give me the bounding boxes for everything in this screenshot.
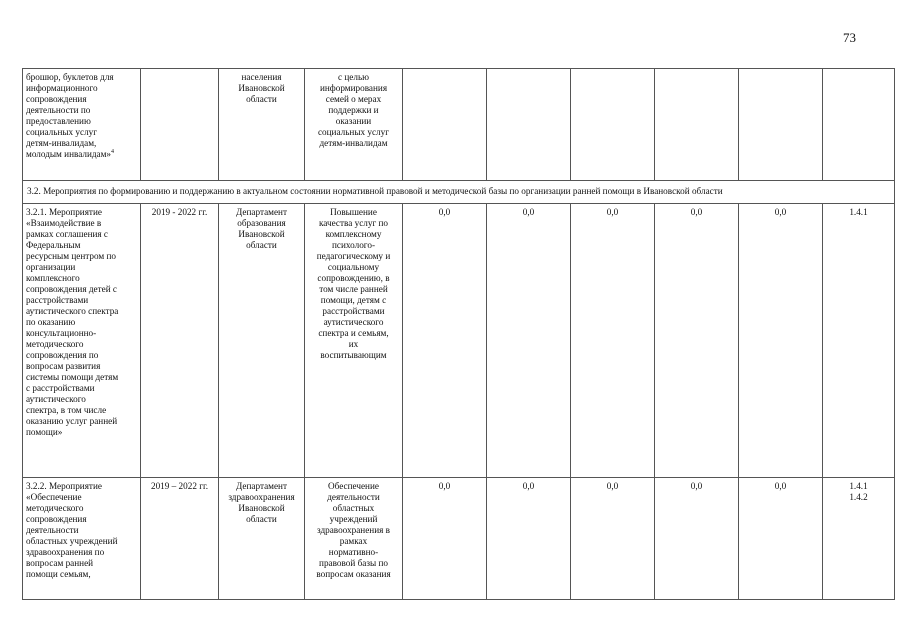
result-cell: Обеспечение деятельности областных учреждений здравоохранения в рамках нормативно- правовой базы по вопросам оказания — [305, 478, 403, 600]
value-cell: 0,0 — [739, 478, 823, 600]
value-cell — [739, 69, 823, 181]
table-row-section — [23, 181, 895, 204]
executor-cell: Департамент образования Ивановской области — [219, 204, 305, 478]
footnote-mark: 4 — [111, 148, 115, 155]
measure-name-cell: 3.2.2. Мероприятие «Обеспечение методического сопровождения деятельности областных учреждений здравоохранения по вопросам ранней помощи семьям, — [23, 478, 141, 600]
executor-cell: населения Ивановской области — [219, 69, 305, 181]
measure-name-cell: 3.2.1. Мероприятие «Взаимодействие в рамках соглашения с Федеральным ресурсным центром по организации комплексного сопровождения детей с расстройствами аутистического спектра по оказанию консультационно- методического сопровождения по вопросам развития системы помощи детям с расстройствами аутистического спектра, в том числе оказанию услуг ранней помощи» — [23, 204, 141, 478]
value-cell: 0,0 — [571, 478, 655, 600]
period-cell — [141, 69, 219, 181]
measure-name-text: брошюр, буклетов для информационного сопровождения деятельности по предоставлению социальных услуг детям-инвалидам, молодым инвалидам» — [26, 72, 114, 159]
value-cell: 0,0 — [403, 204, 487, 478]
value-cell — [655, 69, 739, 181]
result-cell: Повышение качества услуг по комплексному психолого- педагогическому и социальному сопровождению, в том числе ранней помощи, детям с расстройствами аутистического спектра и семьям, их воспитывающим — [305, 204, 403, 478]
value-cell: 0,0 — [487, 478, 571, 600]
value-cell: 0,0 — [655, 478, 739, 600]
indicator-cell: 1.4.1 — [823, 204, 895, 478]
result-cell: с целью информирования семей о мерах поддержки и оказании социальных услуг детям-инвалидам — [305, 69, 403, 181]
value-cell: 0,0 — [655, 204, 739, 478]
period-cell: 2019 – 2022 гг. — [141, 478, 219, 600]
executor-cell: Департамент здравоохранения Ивановской области — [219, 478, 305, 600]
section-title: 3.2. Мероприятия по формированию и поддержанию в актуальном состоянии нормативной правовой и методической базы по организации ранней помощи в Ивановской области — [23, 181, 895, 204]
indicator-cell — [823, 69, 895, 181]
value-cell: 0,0 — [571, 204, 655, 478]
measure-name-cell — [23, 69, 141, 181]
value-cell: 0,0 — [739, 204, 823, 478]
value-cell — [571, 69, 655, 181]
period-cell: 2019 - 2022 гг. — [141, 204, 219, 478]
page-number: 73 — [843, 30, 856, 45]
table-row-3-2-1 — [23, 204, 895, 478]
indicator-cell: 1.4.1 1.4.2 — [823, 478, 895, 600]
table-row-3-2-2 — [23, 478, 895, 600]
table-row-continuation — [23, 69, 895, 181]
value-cell — [487, 69, 571, 181]
value-cell — [403, 69, 487, 181]
value-cell: 0,0 — [403, 478, 487, 600]
program-measures-table — [22, 68, 895, 600]
value-cell: 0,0 — [487, 204, 571, 478]
